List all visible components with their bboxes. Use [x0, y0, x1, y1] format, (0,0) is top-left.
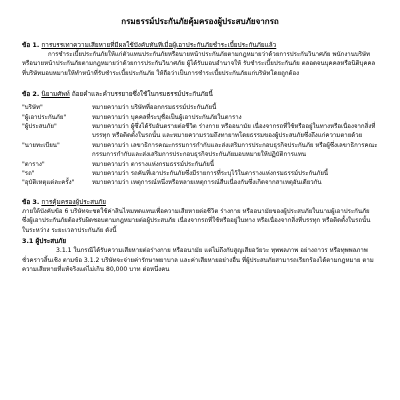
clause-2-title: นิยามศัพท์: [41, 90, 70, 99]
clause-2-heading: [22, 90, 378, 99]
definition-description: หมายความว่า ตารางแห่งกรมธรรม์ประกันภัยนี้: [92, 160, 214, 168]
clause-2-intro: ถ้อยคำและคำบรรยายซึ่งใช้ในกรมธรรม์ประกันภัยนี้: [71, 90, 213, 99]
clause-2-label: ข้อ 2.: [22, 90, 40, 99]
definition-term: "อุบัติเหตุแต่ละครั้ง": [22, 179, 75, 187]
definition-row: [22, 113, 378, 122]
clause-1-heading: [22, 41, 378, 50]
clause-3-title: การคุ้มครองผู้ประสบภัย: [41, 197, 106, 206]
document-title: กรมธรรม์ประกันภัยคุ้มครองผู้ประสบภัยจากรถ: [121, 17, 279, 26]
definition-row: [22, 178, 378, 187]
definition-description: หมายความว่า รถคันที่เอาประกันภัยซึ่งมีรายการที่ระบุไว้ในตารางแห่งกรมธรรม์ประกันภัยนี้: [92, 170, 329, 178]
definition-description: หมายความว่า ผู้ซึ่งได้รับอันตรายต่อชีวิต ร่างกาย หรืออนามัย เนื่องจากรถที่ใช้หรืออยู่ในทางหรือเนื่องจากสิ่งที่บรรทุก หรือติดตั้งในรถนั้น และหมายความรวมถึงทายาทโดยธรรมของผู้ประสบภัยซึ่งถึงแก่ความตายด้วย: [92, 123, 376, 140]
clause-1-title: การบรรเทาความเสียหายที่มีผลใช้บังคับทันทีเมื่อผู้เอาประกันภัยชำระเบี้ยประกันภัยแล้ว: [41, 41, 277, 49]
definition-term: "ผู้ประสบภัย": [22, 123, 57, 131]
definition-row: [22, 141, 378, 160]
clause-1-body: การชำระเบี้ยประกันภัยให้แก่ตัวแทนประกันภัยหรือนายหน้าประกันภัยตามกฎหมายว่าด้วยการประกันวินาศภัย พนักงานบริษัท หรือนายหน้าประกันภัยตามกฎหมายว่าด้วยการประกันวินาศภัย ผู้ได้รับมอบอำนาจให้ รับชำระเบี้ยประกันภัย ตลอดจนบุคคลหรือนิติบุคคลที่บริษัทมอบหมายให้ทำหน้าที่รับชำระเบี้ยประกันภัย ให้ถือว่าเป็นการชำระเบี้ยประกันภัยแก่บริษัทโดยถูกต้อง: [22, 51, 376, 77]
clause-3-1-1-body: 3.1.1 ในกรณีได้รับความเสียหายต่อร่างกาย หรืออนามัย แต่ไม่ถึงกับสูญเสียอวัยวะ ทุพพลภาพ อย่างถาวร หรือทุพพลภาพชั่วคราวสิ้นเชิง ตามข้อ 3.1.2 บริษัทจะจ่ายค่ารักษาพยาบาล และค่าเสียหายอย่างอื่น ที่ผู้ประสบภัยสามารถเรียกร้องได้ตามกฎหมาย ตามความเสียหายที่แท้จริงแต่ไม่เกิน 80,000 บาท ต่อหนึ่งคน: [22, 247, 374, 273]
definition-term: "นายทะเบียน": [22, 141, 60, 149]
definition-row: [22, 103, 378, 112]
definition-term: "รถ": [22, 170, 35, 178]
clause-3-1-heading: 3.1 ผู้ประสบภัย: [22, 237, 67, 246]
definition-row: [22, 160, 378, 169]
definitions-list: [22, 103, 378, 188]
definition-description: หมายความว่า บุคคลที่ระบุชื่อเป็นผู้เอาประกันภัยในตาราง: [92, 113, 242, 121]
definition-description: หมายความว่า เลขาธิการคณะกรรมการกำกับและส่งเสริมการประกอบธุรกิจประกันภัย หรือผู้ซึ่งเลขาธิการคณะกรรมการกำกับและส่งเสริมการประกอบธุรกิจประกันภัยมอบหมายให้ปฏิบัติการแทน: [92, 141, 378, 159]
definition-term: "บริษัท": [22, 104, 43, 112]
clause-1-label: ข้อ 1.: [22, 41, 40, 49]
clause-3-body: ภายใต้บังคับข้อ 6 บริษัทจะชดใช้ค่าสินไหมทดแทนเพื่อความเสียหายต่อชีวิต ร่างกาย หรืออนามัยของผู้ประสบภัยในนามผู้เอาประกันภัย ซึ่งผู้เอาประกันภัยต้องรับผิดชอบตามกฎหมายต่อผู้ประสบภัย เนื่องจากรถที่ใช้หรืออยู่ในทาง หรือเนื่องจากสิ่งที่บรรทุก หรือติดตั้งในรถนั้น ในระหว่าง ระยะเวลาประกันภัย ดังนี้: [22, 207, 371, 234]
definition-term: "ผู้เอาประกันภัย": [22, 113, 67, 121]
definition-row: [22, 169, 378, 178]
definition-description: หมายความว่า เหตุการณ์หนึ่งหรือหลายเหตุการณ์สืบเนื่องกันซึ่งเกิดจากสาเหตุอันเดียวกัน: [92, 179, 322, 187]
definition-description: หมายความว่า บริษัทที่ออกกรมธรรม์ประกันภัยนี้: [92, 104, 217, 112]
definition-term: "ตาราง": [22, 160, 45, 168]
definition-row: [22, 122, 378, 141]
clause-3-label: ข้อ 3.: [22, 197, 40, 206]
clause-3-heading: [22, 198, 378, 207]
